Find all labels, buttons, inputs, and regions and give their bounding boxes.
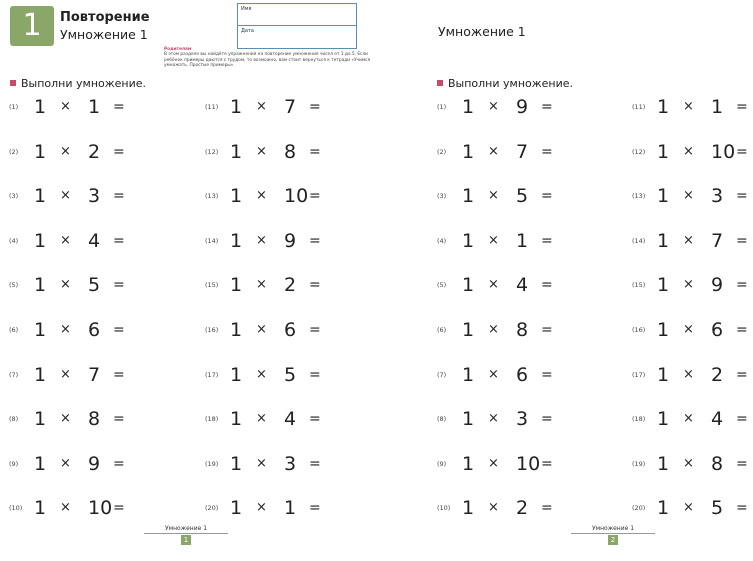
problem-8 [9,407,169,431]
factor-a: 1 [657,452,670,475]
equals-sign: = [541,366,553,383]
problem-10 [437,496,597,520]
answer-blank[interactable] [559,140,589,164]
factor-b: 9 [516,96,529,118]
instruction-text: Выполни умножение. [21,77,147,90]
footer [144,525,228,545]
problem-number: (9) [437,459,447,468]
right-page-title: Умножение 1 [438,24,526,39]
instruction [437,77,573,90]
times-sign: × [60,188,71,204]
parent-note [164,47,374,68]
factor-a: 1 [462,363,475,386]
equals-sign: = [309,99,321,115]
times-sign: × [683,500,694,516]
parent-note-text: В этом разделе вы найдёте упражнения на повторение умножения чисел от 1 до 5. Если ребёнок примеры даются с трудом, то возможно, вам стоит вернуться к тетради «Учимся умножать. Простые примеры». [164,52,371,68]
equals-sign: = [736,188,748,205]
equals-sign: = [541,143,553,160]
times-sign: × [488,366,499,382]
factor-b: 7 [284,96,297,118]
equals-sign: = [736,411,748,428]
problem-number: (16) [632,326,646,334]
answer-blank[interactable] [327,407,357,431]
equals-sign: = [736,455,748,472]
factor-b: 2 [284,274,297,297]
times-sign: × [60,232,71,248]
factor-a: 1 [462,452,475,475]
times-sign: × [488,188,499,204]
factor-a: 1 [657,140,670,163]
factor-b: 7 [88,363,101,386]
factor-a: 1 [230,363,243,386]
times-sign: × [683,99,694,114]
factor-b: 8 [284,140,297,163]
problem-number: (19) [205,459,219,468]
factor-a: 1 [657,319,670,341]
problem-number: (5) [437,281,447,290]
problem-number: (20) [632,504,646,513]
factor-a: 1 [462,140,475,163]
factor-b: 5 [284,363,297,386]
times-sign: × [256,411,267,427]
problem-number: (6) [9,326,19,334]
factor-b: 4 [88,229,101,252]
factor-b: 4 [516,274,529,297]
problem-number: (6) [437,326,447,334]
factor-a: 1 [34,140,47,163]
factor-a: 1 [657,96,670,118]
problem-20 [205,496,365,520]
times-sign: × [60,455,71,471]
equals-sign: = [541,188,553,205]
equals-sign: = [113,99,125,115]
factor-b: 4 [711,408,724,431]
factor-b: 1 [284,497,297,520]
parent-note-title: Родителям [164,47,192,52]
factor-a: 1 [230,274,243,297]
problem-number: (20) [205,504,219,513]
page-number: 1 [181,535,191,545]
factor-b: 2 [516,497,529,520]
answer-blank[interactable] [327,140,357,164]
page-title: Повторение [60,10,150,25]
times-sign: × [60,277,71,293]
factor-b: 10 [516,452,541,475]
factor-b: 6 [284,319,297,341]
equals-sign: = [541,411,553,428]
equals-sign: = [309,277,321,294]
factor-a: 1 [34,274,47,297]
factor-b: 8 [516,319,529,341]
equals-sign: = [309,188,321,205]
factor-b: 5 [516,185,529,208]
page-subtitle: Умножение 1 [60,27,148,42]
answer-blank[interactable] [327,273,357,297]
equals-sign: = [736,322,748,338]
equals-sign: = [736,277,748,294]
problem-6 [437,318,597,342]
factor-a: 1 [462,96,475,118]
problem-number: (18) [205,415,219,424]
problem-number: (8) [437,415,447,424]
answer-blank[interactable] [327,452,357,476]
times-sign: × [60,500,71,516]
equals-sign: = [309,232,321,249]
times-sign: × [683,322,694,337]
equals-sign: = [736,500,748,517]
problem-number: (14) [632,236,646,245]
problem-17 [632,363,753,387]
problem-9 [437,452,597,476]
footer-divider [144,533,228,534]
answer-blank[interactable] [559,184,589,208]
equals-sign: = [541,500,553,517]
equals-sign: = [113,455,125,472]
times-sign: × [256,500,267,516]
problem-number: (7) [437,370,447,379]
problem-number: (1) [437,103,447,111]
problem-number: (3) [437,192,447,201]
problem-19 [632,452,753,476]
factor-a: 1 [657,408,670,431]
answer-blank[interactable] [131,363,161,387]
problem-number: (4) [9,236,19,245]
equals-sign: = [113,188,125,205]
problem-2 [9,140,169,164]
equals-sign: = [309,411,321,428]
answer-blank[interactable] [559,496,589,520]
answer-blank[interactable] [131,496,161,520]
factor-a: 1 [462,229,475,252]
factor-b: 5 [711,497,724,520]
times-sign: × [488,500,499,516]
factor-a: 1 [462,408,475,431]
answer-blank[interactable] [131,140,161,164]
answer-blank[interactable] [131,407,161,431]
problem-number: (9) [9,459,19,468]
factor-a: 1 [230,452,243,475]
equals-sign: = [309,455,321,472]
problem-number: (4) [437,236,447,245]
factor-b: 6 [711,319,724,341]
answer-blank[interactable] [131,184,161,208]
date-field[interactable]: Дата [238,25,356,46]
problem-18 [205,407,365,431]
problem-10 [9,496,169,520]
equals-sign: = [309,366,321,383]
problem-1 [437,95,597,119]
factor-b: 3 [711,185,724,208]
section-number-badge: 1 [10,6,54,46]
times-sign: × [256,277,267,293]
factor-a: 1 [462,319,475,341]
times-sign: × [683,188,694,204]
square-bullet-icon [10,80,16,86]
equals-sign: = [113,500,125,517]
factor-b: 6 [516,363,529,386]
answer-blank[interactable] [131,229,161,253]
factor-b: 3 [516,408,529,431]
problem-16 [205,318,365,342]
equals-sign: = [541,322,553,338]
factor-a: 1 [34,363,47,386]
problem-number: (14) [205,236,219,245]
problem-number: (11) [632,103,646,111]
factor-b: 10 [88,497,113,520]
answer-blank[interactable] [327,318,357,342]
problem-1 [9,95,169,119]
factor-a: 1 [657,274,670,297]
factor-b: 1 [88,96,101,118]
answer-blank[interactable] [559,273,589,297]
times-sign: × [488,143,499,159]
answer-blank[interactable] [559,229,589,253]
problem-11 [632,95,753,119]
problem-3 [9,184,169,208]
factor-a: 1 [34,185,47,208]
answer-blank[interactable] [131,452,161,476]
times-sign: × [256,188,267,204]
answer-blank[interactable] [131,318,161,342]
factor-a: 1 [462,185,475,208]
problem-6 [9,318,169,342]
problem-number: (10) [437,504,451,513]
equals-sign: = [736,99,748,115]
answer-blank[interactable] [559,318,589,342]
factor-b: 7 [516,140,529,163]
factor-b: 10 [711,140,736,163]
answer-blank[interactable] [327,95,357,119]
answer-blank[interactable] [559,95,589,119]
problem-number: (3) [9,192,19,201]
problem-number: (11) [205,103,219,111]
equals-sign: = [113,232,125,249]
equals-sign: = [736,232,748,249]
factor-a: 1 [230,229,243,252]
answer-blank[interactable] [131,95,161,119]
footer-divider [571,533,655,534]
problem-4 [9,229,169,253]
factor-b: 1 [516,229,529,252]
problem-number: (18) [632,415,646,424]
times-sign: × [683,455,694,471]
factor-a: 1 [34,452,47,475]
times-sign: × [256,232,267,248]
equals-sign: = [541,277,553,294]
problem-7 [9,363,169,387]
factor-a: 1 [462,274,475,297]
problem-13 [632,184,753,208]
times-sign: × [256,366,267,382]
factor-a: 1 [657,363,670,386]
factor-b: 9 [284,229,297,252]
times-sign: × [683,366,694,382]
factor-a: 1 [230,497,243,520]
page-number: 2 [608,535,618,545]
problem-number: (15) [205,281,219,290]
equals-sign: = [113,411,125,428]
problem-15 [632,273,753,297]
problem-number: (17) [205,370,219,379]
factor-a: 1 [230,96,243,118]
problem-19 [205,452,365,476]
equals-sign: = [309,500,321,517]
answer-blank[interactable] [559,363,589,387]
equals-sign: = [736,366,748,383]
factor-a: 1 [34,229,47,252]
problem-20 [632,496,753,520]
times-sign: × [683,411,694,427]
problem-number: (16) [205,326,219,334]
problem-number: (10) [9,504,23,513]
factor-a: 1 [34,319,47,341]
problem-14 [205,229,365,253]
problem-17 [205,363,365,387]
factor-a: 1 [230,140,243,163]
factor-b: 3 [88,185,101,208]
times-sign: × [256,99,267,114]
problem-16 [632,318,753,342]
problem-number: (1) [9,103,19,111]
times-sign: × [60,366,71,382]
factor-b: 2 [88,140,101,163]
factor-b: 4 [284,408,297,431]
equals-sign: = [113,277,125,294]
factor-a: 1 [34,96,47,118]
equals-sign: = [541,99,553,115]
answer-blank[interactable] [327,496,357,520]
factor-a: 1 [230,319,243,341]
times-sign: × [683,143,694,159]
answer-blank[interactable] [559,452,589,476]
factor-b: 7 [711,229,724,252]
problem-3 [437,184,597,208]
factor-b: 9 [88,452,101,475]
equals-sign: = [113,366,125,383]
factor-b: 8 [88,408,101,431]
problem-14 [632,229,753,253]
footer-label: Умножение 1 [164,525,208,532]
equals-sign: = [736,143,748,160]
problem-number: (5) [9,281,19,290]
factor-b: 3 [284,452,297,475]
answer-blank[interactable] [327,229,357,253]
factor-a: 1 [657,185,670,208]
times-sign: × [60,411,71,427]
equals-sign: = [113,143,125,160]
factor-a: 1 [230,185,243,208]
times-sign: × [488,411,499,427]
answer-blank[interactable] [559,407,589,431]
problem-12 [632,140,753,164]
times-sign: × [488,277,499,293]
name-date-box [237,3,357,49]
problem-15 [205,273,365,297]
problem-number: (15) [632,281,646,290]
problem-5 [437,273,597,297]
right-page [377,0,753,561]
problem-number: (13) [632,192,646,201]
equals-sign: = [541,232,553,249]
instruction [10,77,146,90]
footer [571,525,655,545]
problem-2 [437,140,597,164]
factor-a: 1 [657,229,670,252]
times-sign: × [60,143,71,159]
instruction-text: Выполни умножение. [448,77,574,90]
factor-a: 1 [657,497,670,520]
problem-number: (17) [632,370,646,379]
equals-sign: = [541,455,553,472]
square-bullet-icon [437,80,443,86]
answer-blank[interactable] [327,363,357,387]
problem-11 [205,95,365,119]
name-field[interactable]: Имя [241,6,252,12]
times-sign: × [256,322,267,337]
footer-label: Умножение 1 [591,525,635,532]
problem-13 [205,184,365,208]
problem-9 [9,452,169,476]
factor-a: 1 [34,408,47,431]
problem-5 [9,273,169,297]
equals-sign: = [309,322,321,338]
times-sign: × [488,232,499,248]
problem-number: (7) [9,370,19,379]
factor-b: 2 [711,363,724,386]
problem-number: (13) [205,192,219,201]
problem-number: (19) [632,459,646,468]
times-sign: × [256,455,267,471]
times-sign: × [60,99,71,114]
times-sign: × [683,277,694,293]
problem-12 [205,140,365,164]
problem-7 [437,363,597,387]
answer-blank[interactable] [327,184,357,208]
factor-b: 9 [711,274,724,297]
problem-number: (2) [9,147,19,156]
factor-b: 8 [711,452,724,475]
factor-b: 10 [284,185,309,208]
problem-number: (2) [437,147,447,156]
equals-sign: = [309,143,321,160]
times-sign: × [488,99,499,114]
factor-a: 1 [230,408,243,431]
problem-4 [437,229,597,253]
times-sign: × [256,143,267,159]
problem-number: (12) [205,147,219,156]
times-sign: × [683,232,694,248]
times-sign: × [488,322,499,337]
problem-8 [437,407,597,431]
answer-blank[interactable] [131,273,161,297]
problem-18 [632,407,753,431]
problem-number: (8) [9,415,19,424]
factor-b: 6 [88,319,101,341]
times-sign: × [60,322,71,337]
equals-sign: = [113,322,125,338]
factor-a: 1 [34,497,47,520]
times-sign: × [488,455,499,471]
factor-b: 1 [711,96,724,118]
problem-number: (12) [632,147,646,156]
factor-b: 5 [88,274,101,297]
left-page [0,0,376,561]
factor-a: 1 [462,497,475,520]
